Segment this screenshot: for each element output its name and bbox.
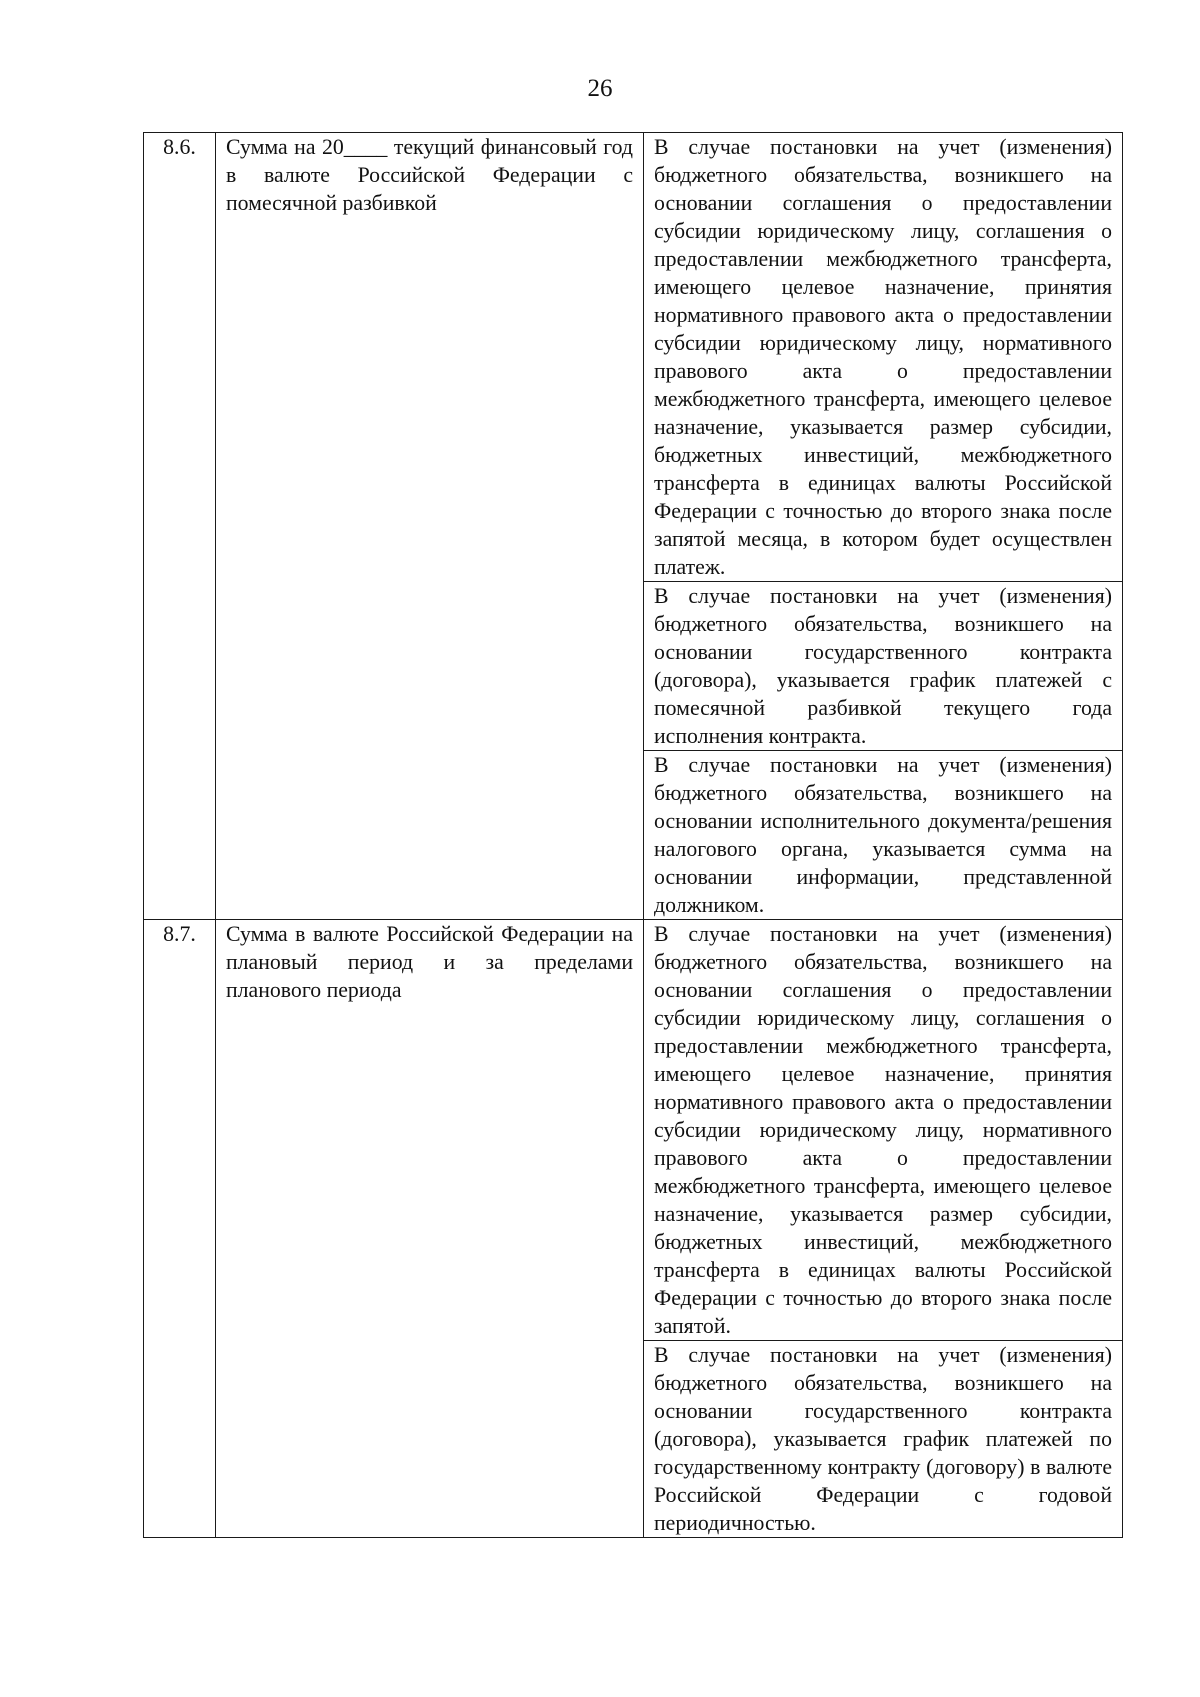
field-name: Сумма на 20____ текущий финансовый год в валюте Российской Федерации с помесячной разбивкой [216,133,644,920]
row-number: 8.6. [144,133,216,920]
field-name: Сумма в валюте Российской Федерации на плановый период и за пределами планового периода [216,920,644,1538]
field-description: В случае постановки на учет (изменения) бюджетного обязательства, возникшего на основании государственного контракта (договора), указывается график платежей с помесячной разбивкой текущего года исполнения контракта. [644,582,1123,751]
field-description: В случае постановки на учет (изменения) бюджетного обязательства, возникшего на основании соглашения о предоставлении субсидии юридическому лицу, соглашения о предоставлении межбюджетного трансферта, имеющего целевое назначение, принятия нормативного правового акта о предоставлении субсидии юридическому лицу, нормативного правового акта о предоставлении межбюджетного трансферта, имеющего целевое назначение, указывается размер субсидии, бюджетных инвестиций, межбюджетного трансферта в единицах валюты Российской Федерации с точностью до второго знака после запятой месяца, в котором будет осуществлен платеж. [644,133,1123,582]
field-description: В случае постановки на учет (изменения) бюджетного обязательства, возникшего на основании государственного контракта (договора), указывается график платежей по государственному контракту (договору) в валюте Российской Федерации с годовой периодичностью. [644,1341,1123,1538]
table-row [144,133,1123,582]
table-row [144,920,1123,1341]
field-description: В случае постановки на учет (изменения) бюджетного обязательства, возникшего на основании исполнительного документа/решения налогового органа, указывается сумма на основании информации, представленной должником. [644,751,1123,920]
field-description: В случае постановки на учет (изменения) бюджетного обязательства, возникшего на основании соглашения о предоставлении субсидии юридическому лицу, соглашения о предоставлении межбюджетного трансферта, имеющего целевое назначение, принятия нормативного правового акта о предоставлении субсидии юридическому лицу, нормативного правового акта о предоставлении межбюджетного трансферта, имеющего целевое назначение, указывается размер субсидии, бюджетных инвестиций, межбюджетного трансферта в единицах валюты Российской Федерации с точностью до второго знака после запятой. [644,920,1123,1341]
page-number: 26 [587,75,613,102]
row-number: 8.7. [144,920,216,1538]
requirements-table [143,132,1123,1538]
